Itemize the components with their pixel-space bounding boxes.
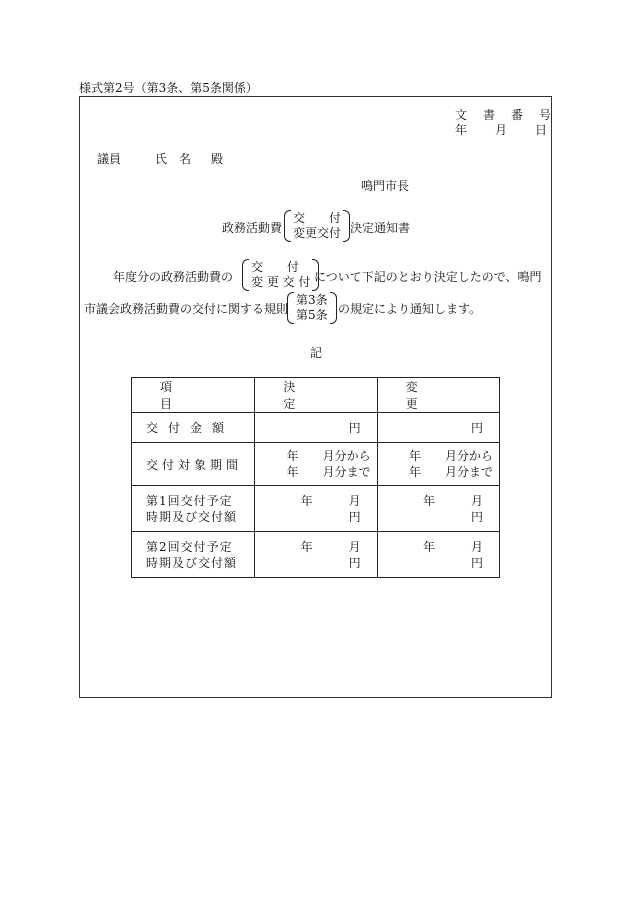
- heading-brace-top: 交 付: [293, 211, 342, 225]
- doc-number-text: 文 書 番 号: [455, 108, 554, 122]
- ki-label: 記: [310, 346, 323, 360]
- right-brace: [330, 292, 337, 324]
- form-title: 様式第2号（第3条、第5条関係）: [79, 81, 258, 95]
- body-brace1-top: 交 付: [251, 260, 300, 274]
- body-line1-prefix: 年度分の政務活動費の: [113, 270, 234, 284]
- row-decided: 年 月 円: [255, 486, 377, 532]
- row-label: 交付金額: [132, 413, 255, 443]
- table-row: [132, 413, 500, 443]
- left-brace: [242, 259, 249, 291]
- table-row: [132, 532, 500, 578]
- sender: 鳴門市長: [361, 179, 410, 193]
- body-line2-prefix: 市議会政務活動費の交付に関する規則: [84, 302, 289, 316]
- row-decided: 円: [255, 413, 377, 443]
- body-brace1-bottom: 変 更 交 付: [251, 275, 311, 289]
- heading-brace: [284, 210, 350, 242]
- row-decided: 年 月分から 年 月分まで: [255, 443, 377, 486]
- body-line2-suffix: の規定により通知します。: [338, 302, 482, 316]
- body-brace-2: [287, 292, 337, 324]
- right-brace: [343, 210, 350, 242]
- row-changed: 年 月 円: [377, 486, 499, 532]
- row-changed: 年 月 円: [377, 532, 499, 578]
- heading-prefix: 政務活動費: [222, 221, 283, 235]
- recipient-name: 氏 名: [155, 152, 192, 166]
- row-changed: 年 月分から 年 月分まで: [377, 443, 499, 486]
- header-item: 項 目: [132, 378, 255, 413]
- row-changed: 円: [377, 413, 499, 443]
- body-brace2-top: 第3条: [296, 293, 328, 307]
- left-brace: [287, 292, 294, 324]
- heading-brace-bottom: 変更交付: [293, 226, 342, 240]
- row-label: 第2回交付予定 時期及び交付額: [132, 532, 255, 578]
- table-header-row: [132, 378, 500, 413]
- table-row: [132, 443, 500, 486]
- table-row: [132, 486, 500, 532]
- body-line1-suffix: について下記のとおり決定したので、鳴門: [314, 270, 542, 284]
- recipient-role: 議員: [97, 152, 122, 166]
- allocation-table: [131, 377, 510, 578]
- body-brace-1: [242, 259, 319, 291]
- date-label: [455, 121, 556, 138]
- body-brace2-bottom: 第5条: [296, 308, 328, 322]
- row-decided: 年 月 円: [255, 532, 377, 578]
- header-changed: 変 更: [377, 378, 499, 413]
- recipient-honorific: 殿: [211, 152, 224, 166]
- date-text: 年 月 日: [455, 123, 556, 137]
- left-brace: [284, 210, 291, 242]
- heading-suffix: 決定通知書: [350, 221, 411, 235]
- header-decided: 決 定: [255, 378, 377, 413]
- row-label: 交付対象期間: [132, 443, 255, 486]
- row-label: 第1回交付予定 時期及び交付額: [132, 486, 255, 532]
